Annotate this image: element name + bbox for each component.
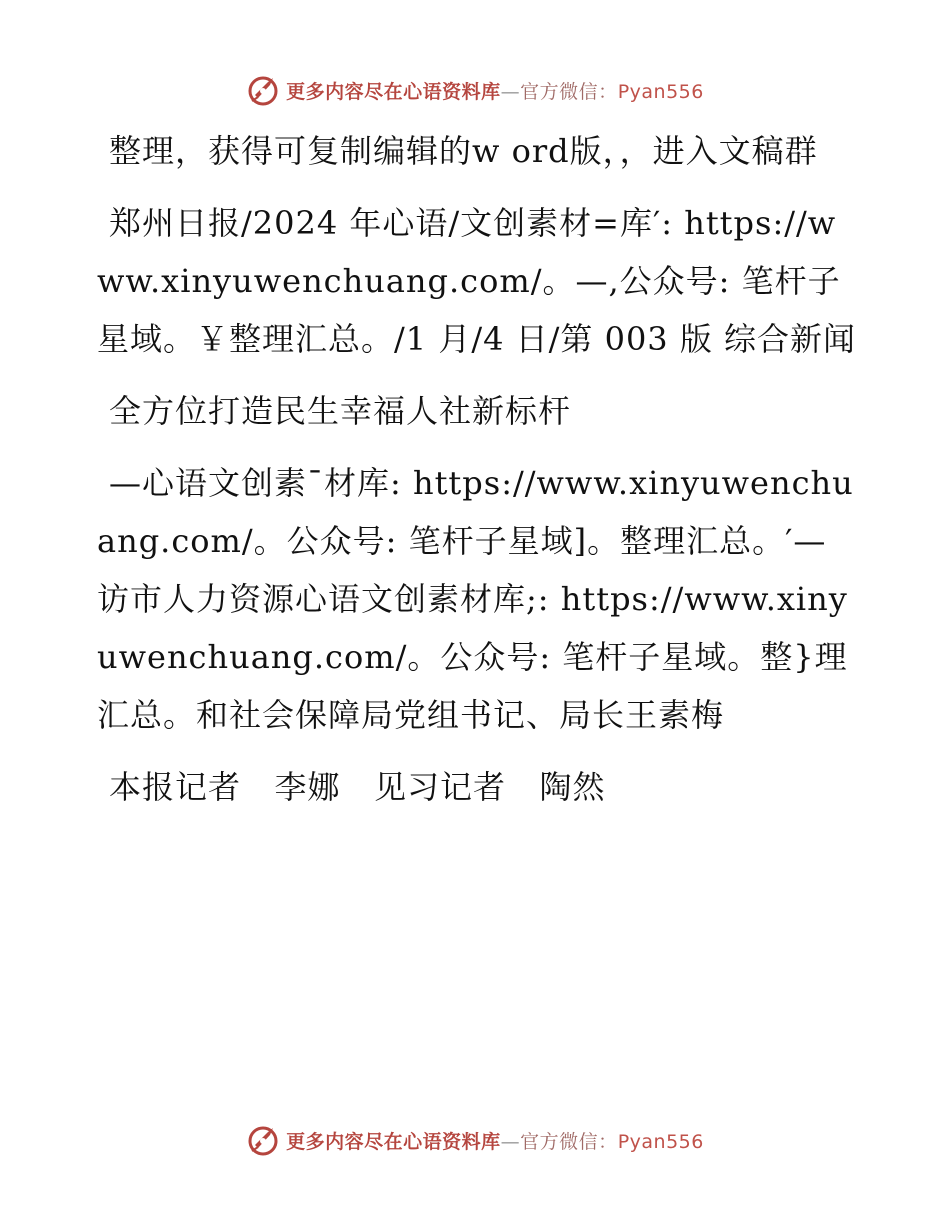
- banner-dash: —: [500, 80, 521, 103]
- paragraph-source: 郑州日报/2024 年心语/文创素材=库′: https://www.xinyuwenchuang.com/。—,公众号: 笔杆子星域。￥整理汇总。/1 月/4 日/第 003 版 综合新闻: [97, 204, 857, 358]
- banner-suffix: 官方微信：: [520, 1130, 618, 1153]
- banner-group: [246, 73, 704, 107]
- banner-group: [246, 1123, 704, 1157]
- banner-brand: 更多内容尽在心语资料库: [286, 80, 501, 103]
- banner-dash: —: [500, 1130, 521, 1153]
- pen-nib-logo-icon: [246, 1123, 280, 1157]
- banner-suffix: 官方微信：: [520, 80, 618, 103]
- paragraph-intro: 整理，获得可复制编辑的w ord版，，进入文稿群: [109, 132, 818, 170]
- pen-nib-logo-icon: [246, 73, 280, 107]
- footer-banner: [0, 1120, 950, 1160]
- article-headline: 全方位打造民生幸福人社新标杆: [109, 392, 572, 430]
- banner-account: Pyan556: [617, 1130, 704, 1153]
- article-byline: 本报记者 李娜 见习记者 陶然: [109, 768, 606, 806]
- article-body: [97, 122, 857, 816]
- header-banner: [0, 70, 950, 110]
- banner-text: [286, 1127, 704, 1154]
- banner-brand: 更多内容尽在心语资料库: [286, 1130, 501, 1153]
- article-subheadline: —心语文创素¯材库: https://www.xinyuwenchuang.com/。公众号: 笔杆子星域]。整理汇总。′—访市人力资源心语文创素材库;: https://www.xinyuwenchuang.com/。公众号: 笔杆子星域。整}理汇总。和社会保障局党组书记、局长王素梅: [97, 464, 854, 734]
- banner-account: Pyan556: [617, 80, 704, 103]
- banner-text: [286, 77, 704, 104]
